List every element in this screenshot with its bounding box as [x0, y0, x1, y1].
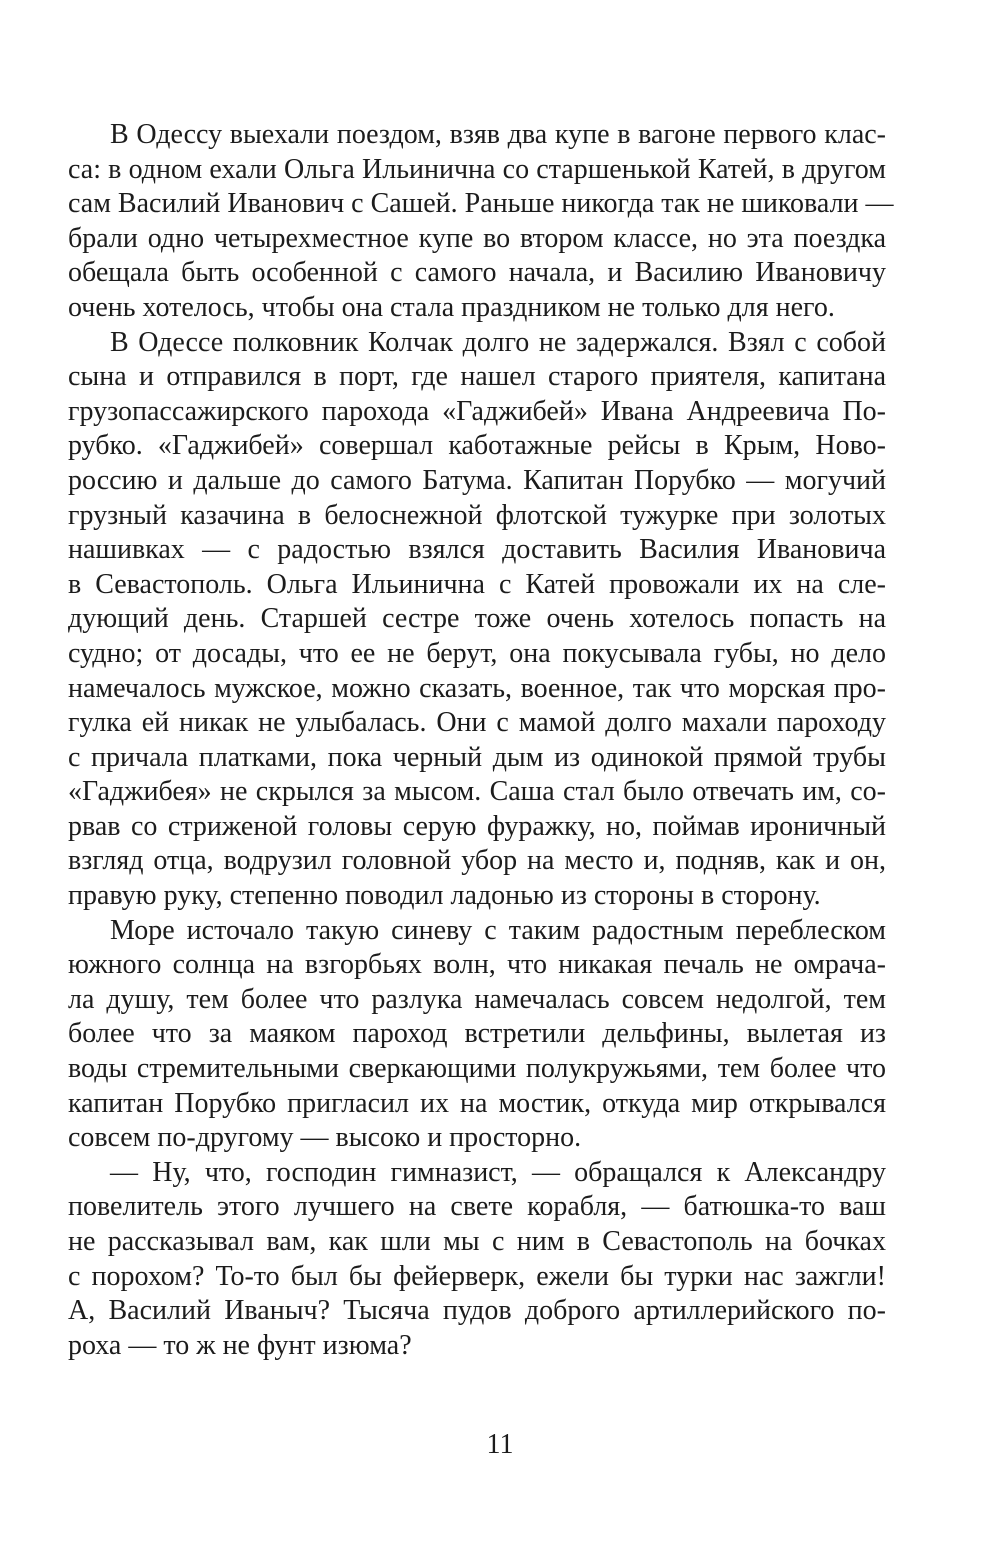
- text-line: А, Василий Иваныч? Тысяча пудов доброго артиллерийского по-: [68, 1295, 886, 1327]
- text-line: повелитель этого лучшего на свете корабля, — батюшка-то ваш: [68, 1191, 886, 1223]
- text-line: очень хотелось, чтобы она стала праздником не только для него.: [68, 291, 835, 323]
- text-line: южного солнца на взгорбьях волн, что никакая печаль не омрача-: [68, 949, 886, 981]
- paragraph: [68, 326, 886, 914]
- text-line: более что за маяком пароход встретили дельфины, вылетая из: [68, 1018, 886, 1050]
- text-line: сам Василий Иванович с Сашей. Раньше никогда так не шиковали —: [68, 188, 894, 220]
- text-line: россию и дальше до самого Батума. Капитан Порубко — могучий: [68, 464, 886, 496]
- text-line: взгляд отца, водрузил головной убор на место и, подняв, как и он,: [68, 845, 886, 877]
- text-line: дующий день. Старшей сестре тоже очень хотелось попасть на: [68, 603, 886, 635]
- text-line: В Одессе полковник Колчак долго не задержался. Взял с собой: [110, 326, 886, 358]
- text-line: с порохом? То-то был бы фейерверк, ежели бы турки нас зажгли!: [68, 1260, 886, 1292]
- text-line: совсем по-другому — высоко и просторно.: [68, 1122, 582, 1154]
- text-line: брали одно четырехместное купе во втором классе, но эта поездка: [68, 222, 886, 254]
- text-line: с причала платками, пока черный дым из одинокой прямой трубы: [68, 741, 886, 773]
- text-line: — Ну, что, господин гимназист, — обращался к Александру: [110, 1156, 886, 1188]
- text-line: грузный казачина в белоснежной флотской тужурке при золотых: [68, 499, 886, 531]
- text-line: воды стремительными сверкающими полукружьями, тем более что: [68, 1053, 886, 1085]
- text-line: ла душу, тем более что разлука намечалась совсем недолгой, тем: [68, 983, 886, 1015]
- text-line: в Севастополь. Ольга Ильинична с Катей провожали их на сле-: [68, 568, 886, 600]
- text-line: рубко. «Гаджибей» совершал каботажные рейсы в Крым, Ново-: [68, 430, 886, 462]
- body-text: [68, 118, 894, 1363]
- text-line: грузопассажирского парохода «Гаджибей» Ивана Андреевича По-: [68, 395, 886, 427]
- text-line: обещала быть особенной с самого начала, и Василию Ивановичу: [68, 257, 886, 289]
- text-line: гулка ей никак не улыбалась. Они с мамой долго махали пароходу: [68, 707, 886, 739]
- text-line: не рассказывал вам, как шли мы с ним в Севастополь на бочках: [68, 1226, 886, 1257]
- text-line: намечалось мужское, можно сказать, военное, так что морская про-: [68, 672, 886, 704]
- text-line: судно; от досады, что ее не берут, она покусывала губы, но дело: [68, 637, 886, 669]
- text-line: роха — то ж не фунт изюма?: [68, 1329, 412, 1361]
- text-line: сына и отправился в порт, где нашел старого приятеля, капитана: [68, 361, 886, 393]
- text-line: «Гаджибея» не скрылся за мысом. Саша стал было отвечать им, со-: [68, 776, 886, 808]
- text-line: Море источало такую синеву с таким радостным переблеском: [110, 914, 886, 946]
- text-line: са: в одном ехали Ольга Ильинична со старшенькой Катей, в другом: [68, 153, 886, 185]
- text-line: капитан Порубко пригласил их на мостик, откуда мир открывался: [68, 1087, 886, 1119]
- paragraph: [68, 1156, 886, 1364]
- text-line: В Одессу выехали поездом, взяв два купе в вагоне первого клас-: [110, 119, 886, 150]
- page-number: 11: [486, 1429, 514, 1460]
- paragraph: [68, 118, 894, 326]
- text-line: правую руку, степенно поводил ладонью из стороны в сторону.: [68, 880, 821, 912]
- text-line: рвав со стриженой головы серую фуражку, но, поймав ироничный: [68, 810, 886, 842]
- paragraph: [68, 914, 886, 1156]
- text-line: нашивках — с радостью взялся доставить Василия Ивановича: [68, 534, 886, 566]
